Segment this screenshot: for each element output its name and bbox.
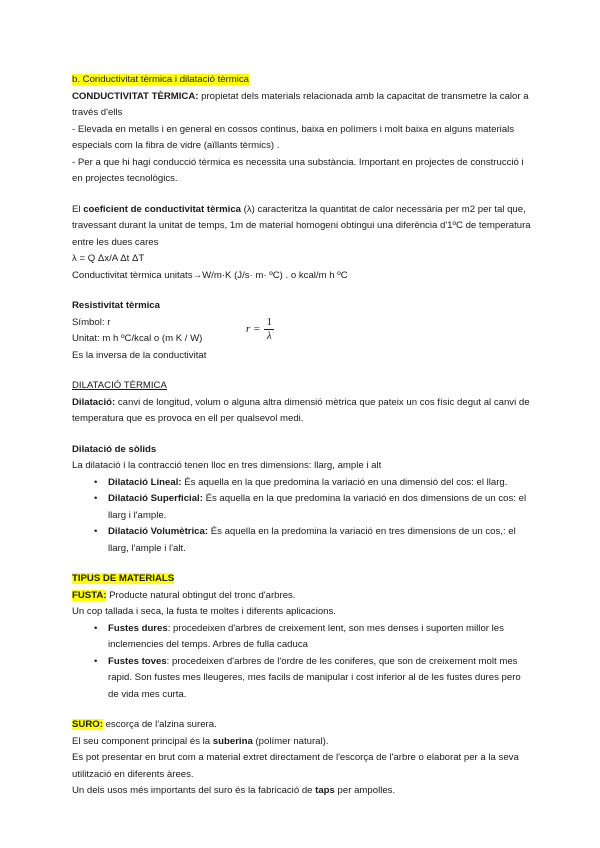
suro-line-2: Es pot presentar en brut com a material extret directament de l'escorça de l'arbre o elaborat per a la seva utilització en diferents àrees. (72, 752, 519, 780)
suro-line-3: Un dels usos més importants del suro és la fabricació de taps per ampolles. (72, 785, 396, 796)
document-page (72, 72, 532, 800)
resistivity-title: Resistivitat tèrmica (72, 300, 160, 311)
resistivity-block (72, 298, 532, 364)
list-item: • Dilatació Lineal: És aquella en la que predomina la variació en una dimensió del cos: el llarg. (108, 475, 532, 492)
conductivity-units: Conductivitat tèrmica unitats→W/m·K (J/s· m· ºC) . o kcal/m h ºC (72, 269, 348, 281)
suro-definition: SURO: escorça de l'alzina surera. (72, 719, 217, 730)
conductivity-line-2: - Per a que hi hagi conducció tèrmica es necessita una substància. Important en projectes de construcció i en projectes tecnològics. (72, 156, 524, 184)
list-item: • Dilatació Superficial: És aquella en la que predomina la variació en dos dimensions de un cos: el llarg i l'ample. (108, 491, 532, 524)
fusta-intro: Un cop tallada i seca, la fusta te moltes i diferents aplicacions. (72, 606, 336, 617)
list-item: • Fustes toves: procedeixen d'arbres de l'ordre de les coniferes, que son de creixement molt mes rapid. Son fustes mes lleugeres, mes facils de manipular i cost inferior al de les fustes dures pero de vida mes curta. (108, 654, 532, 704)
conductivity-definition: CONDUCTIVITAT TÈRMICA: propietat dels materials relacionada amb la capacitat de transmetre la calor a través d'ells (72, 90, 529, 118)
resistivity-symbol: Símbol: r (72, 316, 111, 328)
list-item: • Fustes dures: procedeixen d'arbres de creixement lent, son mes denses i suporten millor les inclemencies del temps. Arbres de fulla caduca (108, 621, 532, 654)
dilatation-title: DILATACIÓ TÈRMICA (72, 380, 167, 391)
resistivity-unit: Unitat: m h ºC/kcal o (m K / W) (72, 333, 203, 344)
suro-component: El seu component principal és la suberina (polímer natural). (72, 735, 329, 747)
conductivity-formula: λ = Q Δx/A Δt ΔT (72, 253, 145, 264)
dilatation-list (72, 475, 532, 558)
resistivity-inverse: Es la inversa de la conductivitat (72, 349, 207, 361)
coefficient-paragraph: El coeficient de conductivitat tèrmica (λ) caracteritza la quantitat de calor necessària per m2 per tal que, travessant durant la unitat de temps, 1m de material homogeni obtingui una diferència d'1ºC de temperatura entre les dues cares (72, 203, 531, 248)
solids-intro: La dilatació i la contracció tenen lloc en tres dimensions: llarg, ample i alt (72, 460, 382, 471)
fusta-list (72, 621, 532, 704)
dilatation-definition: Dilatació: canvi de longitud, volum o alguna altra dimensió mètrica que pateix un cos físic degut al canvi de temperatura que es provoca en ell per qualsevol medi. (72, 396, 530, 424)
resistivity-formula: r = $\frac{1}{\lambda}$ (246, 316, 272, 342)
fusta-definition: FUSTA: Producte natural obtingut del tronc d'arbres. (72, 589, 296, 601)
list-item: • Dilatació Volumètrica: És aquella en la predomina la variació en tres dimensions de un cos,: el llarg, l'ample i l'alt. (108, 524, 532, 557)
section-title: b. Conductivitat tèrmica i dilatació tèrmica (72, 74, 250, 85)
conductivity-line-1: - Elevada en metalls i en general en cossos continus, baixa en polímers i molt baixa en alguns materials especials com la fibra de vidre (aïllants tèrmics) . (72, 123, 515, 151)
fraction: $\frac{1}{\lambda}$ (266, 316, 272, 342)
solids-title: Dilatació de sòlids (72, 443, 157, 455)
materials-title: TIPUS DE MATERIALS (72, 573, 175, 584)
